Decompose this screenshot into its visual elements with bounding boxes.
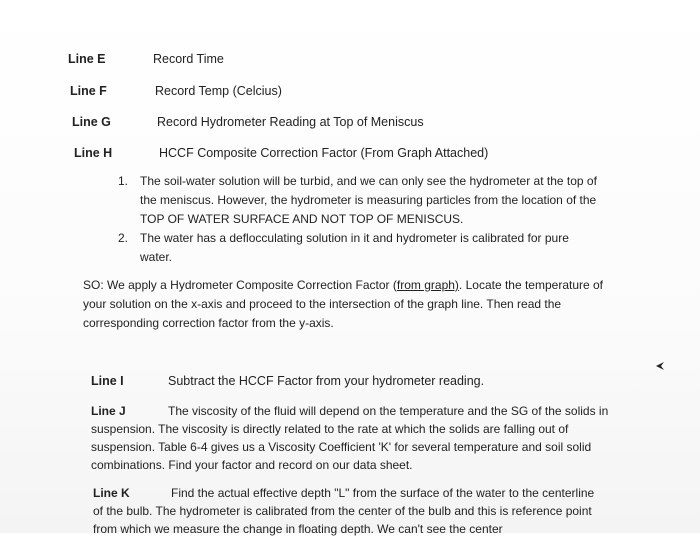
mouse-cursor-icon <box>655 361 665 371</box>
from-graph-link: from graph) <box>396 278 459 292</box>
line-k-label: Line K <box>93 486 130 500</box>
list-item-number: 2. <box>118 231 129 245</box>
line-e-text: Record Time <box>153 52 224 66</box>
line-j-label: Line J <box>91 404 126 418</box>
line-g-text: Record Hydrometer Reading at Top of Meniscus <box>157 115 424 129</box>
line-k-paragraph <box>93 484 603 538</box>
so-text-after: . Locate the temperature of your solution on the x-axis and proceed to the intersection of the graph line. Then read the corresponding correction factor from the y-axis. <box>83 278 604 330</box>
list-item-text: The soil-water solution will be turbid, and we can only see the hydrometer at the top of the meniscus. However, the hydrometer is measuring particles from the location of the TOP OF WATER SURFACE AND NOT TOP OF MENISCUS. <box>140 174 597 226</box>
numbered-list <box>118 172 598 267</box>
line-f-text: Record Temp (Celcius) <box>155 84 282 98</box>
line-j-paragraph <box>91 402 611 474</box>
line-i-label: Line I <box>91 374 124 388</box>
line-i-text: Subtract the HCCF Factor from your hydrometer reading. <box>168 374 485 388</box>
list-item-number: 1. <box>118 174 129 188</box>
line-g-label: Line G <box>72 115 111 129</box>
list-item <box>118 172 598 229</box>
line-e-label: Line E <box>68 52 106 66</box>
so-text-before: SO: We apply a Hydrometer Composite Correction Factor ( <box>83 278 397 292</box>
line-h-label: Line H <box>74 146 113 160</box>
line-f-label: Line F <box>70 84 107 98</box>
so-paragraph <box>83 276 603 333</box>
list-item-text: The water has a deflocculating solution in it and hydrometer is calibrated for pure water. <box>140 231 569 264</box>
list-item <box>118 229 598 267</box>
line-h-text: HCCF Composite Correction Factor (From Graph Attached) <box>159 146 489 160</box>
line-k-text: Find the actual effective depth "L" from the surface of the water to the centerline of the bulb. The hydrometer is calibrated from the center of the bulb and this is reference point from which we measure the change in floating depth. We can't see the center <box>93 486 595 536</box>
line-j-text: The viscosity of the fluid will depend on the temperature and the SG of the solids in suspension. The viscosity is directly related to the rate at which the solids are falling out of suspension. Table 6-4 gives us a Viscosity Coefficient 'K' for several temperature and soil solid combinations. Find your factor and record on our data sheet. <box>91 404 609 472</box>
